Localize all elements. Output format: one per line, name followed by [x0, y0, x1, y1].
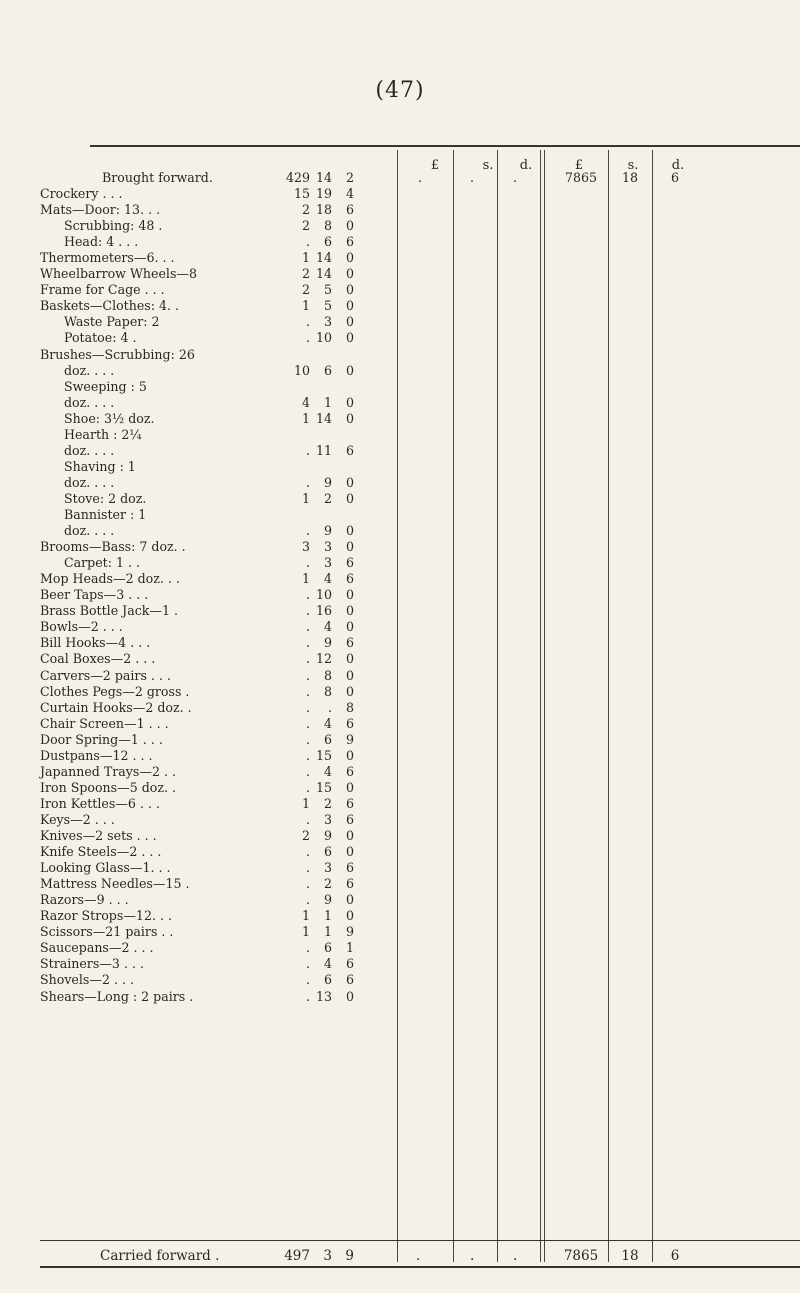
item-label: Potatoe: 4 . [64, 330, 137, 346]
item-pence: 0 [345, 828, 354, 843]
table-row [38, 298, 798, 314]
item-pence: 0 [345, 362, 354, 378]
carried-forward-right-pence: 6 [670, 1248, 680, 1264]
item-pounds: 4 [301, 394, 310, 410]
table-row [38, 603, 798, 619]
table-row [38, 651, 798, 667]
carried-forward-shillings: 3 [323, 1248, 332, 1264]
table-row [38, 796, 798, 812]
table-row [38, 860, 798, 876]
item-shillings: 10 [315, 587, 332, 603]
table-row [38, 314, 798, 330]
item-label: Razors—9 . . . [40, 892, 129, 908]
table-row [38, 684, 798, 700]
item-shillings: 11 [315, 442, 332, 458]
item-pounds: . [305, 667, 310, 683]
table-row [38, 186, 798, 202]
item-pounds: . [305, 747, 310, 763]
item-label: Bowls—2 . . . [40, 619, 123, 635]
item-label: doz. . . . [64, 474, 115, 490]
item-shillings: 9 [323, 892, 332, 908]
right-shillings-header: s. [627, 158, 639, 173]
item-pence: 6 [345, 202, 354, 218]
table-row [38, 700, 798, 716]
item-shillings: 9 [323, 474, 332, 490]
item-label: Baskets—Clothes: 4. . [40, 298, 180, 314]
table-row [38, 940, 798, 956]
table-row [38, 202, 798, 218]
table-row [38, 379, 798, 395]
brought-forward-mid-pence: . [513, 170, 518, 185]
item-pounds: . [305, 988, 310, 1004]
table-row [38, 989, 798, 1005]
item-pence: 6 [345, 763, 354, 779]
table-row [38, 764, 798, 780]
item-pence: 0 [345, 330, 354, 346]
item-label: Thermometers—6. . . [40, 250, 175, 266]
item-label: Knife Steels—2 . . . [40, 844, 162, 860]
page-number: (47) [375, 78, 425, 103]
item-pounds: 2 [301, 202, 310, 218]
item-label: Shoe: 3½ doz. [64, 410, 155, 426]
item-pounds: 1 [301, 250, 310, 266]
item-label: Shovels—2 . . . [40, 972, 135, 988]
table-row [38, 459, 798, 475]
table-row [38, 812, 798, 828]
item-shillings: 4 [323, 619, 332, 635]
table-row [38, 844, 798, 860]
item-shillings: 19 [315, 186, 332, 201]
item-pence: 0 [345, 314, 354, 330]
brought-forward-row [38, 170, 798, 186]
item-label: Waste Paper: 2 [64, 314, 160, 330]
item-label: doz. . . . [64, 523, 115, 539]
table-row [38, 411, 798, 427]
carried-forward-right-shillings: 18 [621, 1248, 639, 1264]
item-label: Brooms—Bass: 7 doz. . [40, 539, 186, 555]
carried-forward-right-pounds: 7865 [563, 1248, 599, 1264]
item-pence: 6 [345, 234, 354, 250]
item-shillings: 5 [323, 298, 332, 314]
item-pounds: 10 [293, 362, 310, 378]
item-label: Brass Bottle Jack—1 . [40, 603, 179, 619]
item-label: Japanned Trays—2 . . [40, 763, 176, 779]
item-pounds: . [305, 555, 310, 571]
item-label: Looking Glass—1. . . [40, 860, 171, 876]
table-row [38, 250, 798, 266]
table-row [38, 828, 798, 844]
item-shillings: 3 [323, 860, 332, 876]
item-pounds: 1 [301, 571, 310, 587]
item-shillings: 9 [323, 635, 332, 651]
item-shillings: 5 [323, 282, 332, 298]
item-label: Keys—2 . . . [40, 811, 115, 827]
item-pounds: . [305, 731, 310, 747]
table-row [38, 266, 798, 282]
item-pounds: 1 [301, 908, 310, 924]
item-pounds: . [305, 892, 310, 908]
item-label: Crockery . . . [40, 186, 123, 201]
item-pence: 0 [345, 667, 354, 683]
item-shillings: 6 [323, 362, 332, 378]
item-shillings: 18 [315, 202, 332, 218]
item-label: Hearth : 2¼ [64, 426, 142, 442]
item-label: doz. . . . [64, 362, 115, 378]
item-pence: 6 [345, 555, 354, 571]
item-pence: 0 [345, 988, 354, 1004]
item-label: Frame for Cage . . . [40, 282, 165, 298]
item-shillings: 15 [315, 747, 332, 763]
item-shillings: 14 [315, 410, 332, 426]
item-label: Coal Boxes—2 . . . [40, 651, 156, 667]
mid-pounds-header: £ [430, 158, 440, 173]
item-pence: 0 [345, 523, 354, 539]
item-label: Dustpans—12 . . . [40, 747, 153, 763]
item-shillings: 6 [323, 972, 332, 988]
right-pounds-header: £ [574, 158, 584, 173]
item-label: Scissors—21 pairs . . [40, 924, 174, 940]
table-row [38, 619, 798, 635]
item-label: Wheelbarrow Wheels—8 [40, 266, 198, 282]
item-pounds: . [305, 715, 310, 731]
carried-forward-pounds: 497 [284, 1248, 310, 1264]
carried-forward-mid-pounds: . [416, 1248, 421, 1264]
item-pence: 0 [345, 282, 354, 298]
carried-forward-row [38, 1246, 798, 1266]
item-pence: 0 [345, 298, 354, 314]
item-shillings: 3 [323, 314, 332, 330]
item-pounds: . [305, 860, 310, 876]
item-shillings: 8 [323, 218, 332, 234]
item-pounds: . [305, 619, 310, 635]
item-pounds: . [305, 234, 310, 250]
item-shillings: 13 [315, 988, 332, 1004]
item-label: Saucepans—2 . . . [40, 940, 154, 956]
item-shillings: 15 [315, 779, 332, 795]
carried-forward-label: Carried forward . [100, 1248, 220, 1264]
item-label: Carvers—2 pairs . . . [40, 667, 171, 683]
item-pounds: . [305, 442, 310, 458]
table-row [38, 732, 798, 748]
item-pounds: 2 [301, 828, 310, 843]
table-row [38, 491, 798, 507]
mid-pence-header: d. [519, 158, 533, 173]
item-shillings: 3 [323, 539, 332, 555]
item-shillings: 9 [323, 828, 332, 843]
item-shillings: 2 [323, 795, 332, 811]
item-label: Mop Heads—2 doz. . . [40, 571, 180, 587]
item-pounds: 2 [301, 282, 310, 298]
item-pence: 6 [345, 811, 354, 827]
item-shillings: 3 [323, 555, 332, 571]
item-pounds: 1 [301, 795, 310, 811]
item-pence: 0 [345, 539, 354, 555]
item-pence: 0 [345, 266, 354, 282]
brought-forward-label: Brought forward. [102, 170, 213, 185]
item-label: Iron Kettles—6 . . . [40, 795, 160, 811]
brought-forward-right-shillings: 18 [621, 170, 639, 185]
item-label: Chair Screen—1 . . . [40, 715, 169, 731]
table-row [38, 443, 798, 459]
item-shillings: 10 [315, 330, 332, 346]
item-pounds: . [305, 314, 310, 330]
item-label: Knives—2 sets . . . [40, 828, 157, 843]
item-pence: 0 [345, 410, 354, 426]
item-shillings: 4 [323, 763, 332, 779]
item-shillings: 6 [323, 844, 332, 860]
item-pence: 0 [345, 587, 354, 603]
item-pounds: . [305, 811, 310, 827]
item-shillings: 4 [323, 715, 332, 731]
item-shillings: 6 [323, 731, 332, 747]
top-rule [90, 145, 800, 147]
item-label: Head: 4 . . . [64, 234, 139, 250]
item-label: doz. . . . [64, 394, 115, 410]
item-shillings: 4 [323, 956, 332, 972]
item-pounds: . [305, 763, 310, 779]
table-row [38, 234, 798, 250]
item-label: Sweeping : 5 [64, 378, 147, 394]
item-pence: 0 [345, 892, 354, 908]
item-shillings: 3 [323, 811, 332, 827]
item-label: Carpet: 1 . . [64, 555, 141, 571]
table-row [38, 282, 798, 298]
item-label: Door Spring—1 . . . [40, 731, 163, 747]
item-pounds: . [305, 876, 310, 892]
table-row [38, 555, 798, 571]
item-pence: 0 [345, 250, 354, 266]
item-shillings: 4 [323, 571, 332, 587]
item-pounds: . [305, 940, 310, 956]
item-pence: 6 [345, 635, 354, 651]
right-pence-header: d. [671, 158, 685, 173]
item-pounds: . [305, 651, 310, 667]
table-row [38, 956, 798, 972]
item-label: Mattress Needles—15 . [40, 876, 190, 892]
total-rule-bottom [40, 1266, 800, 1268]
table-row [38, 523, 798, 539]
item-pence: 6 [345, 956, 354, 972]
item-pence: 0 [345, 490, 354, 506]
item-pence: 6 [345, 795, 354, 811]
item-shillings: 14 [315, 250, 332, 266]
table-row [38, 507, 798, 523]
brought-forward-right-pounds: 7865 [564, 170, 598, 185]
item-shillings: 9 [323, 523, 332, 539]
item-pence: 0 [345, 779, 354, 795]
item-pounds: . [305, 699, 310, 715]
item-pounds: 1 [301, 924, 310, 940]
table-row [38, 330, 798, 346]
item-pence: 4 [345, 186, 354, 201]
item-pence: 1 [345, 940, 354, 956]
item-pounds: . [305, 523, 310, 539]
table-row [38, 908, 798, 924]
item-pence: 0 [345, 474, 354, 490]
item-pence: 6 [345, 571, 354, 587]
table-row [38, 347, 798, 363]
table-row [38, 924, 798, 940]
item-pence: 0 [345, 908, 354, 924]
carried-forward-pence: 9 [345, 1248, 354, 1264]
carried-forward-mid-shillings: . [470, 1248, 475, 1264]
item-pounds: . [305, 635, 310, 651]
table-row [38, 218, 798, 234]
item-label: Shears—Long : 2 pairs . [40, 988, 194, 1004]
item-shillings: 8 [323, 667, 332, 683]
item-pounds: . [305, 779, 310, 795]
brought-forward-mid-pounds: . [418, 170, 423, 185]
item-pounds: 1 [301, 490, 310, 506]
item-pence: 8 [345, 699, 354, 715]
brought-forward-shillings: 14 [315, 170, 332, 185]
mid-shillings-header: s. [482, 158, 494, 173]
item-label: Strainers—3 . . . [40, 956, 144, 972]
item-label: Beer Taps—3 . . . [40, 587, 149, 603]
item-pence: 0 [345, 394, 354, 410]
item-pence: 9 [345, 731, 354, 747]
item-label: Curtain Hooks—2 doz. . [40, 699, 192, 715]
item-pounds: . [305, 683, 310, 699]
table-row [38, 972, 798, 988]
item-label: Mats—Door: 13. . . [40, 202, 161, 218]
item-pence: 6 [345, 860, 354, 876]
table-row [38, 571, 798, 587]
item-shillings: 1 [323, 394, 332, 410]
brought-forward-right-pence: 6 [670, 170, 679, 185]
item-pounds: 1 [301, 410, 310, 426]
item-shillings: 2 [323, 490, 332, 506]
table-row [38, 780, 798, 796]
brought-forward-mid-shillings: . [470, 170, 475, 185]
table-row [38, 635, 798, 651]
item-pence: 6 [345, 715, 354, 731]
item-label: Shaving : 1 [64, 458, 136, 474]
brought-forward-pence: 2 [345, 170, 354, 185]
total-rule-top [40, 1240, 800, 1241]
item-shillings: 6 [323, 940, 332, 956]
item-label: Clothes Pegs—2 gross . [40, 683, 190, 699]
item-pounds: . [305, 330, 310, 346]
item-label: Razor Strops—12. . . [40, 908, 172, 924]
item-shillings: 14 [315, 266, 332, 282]
item-shillings: 8 [323, 683, 332, 699]
item-label: Bill Hooks—4 . . . [40, 635, 151, 651]
item-pence: 0 [345, 683, 354, 699]
item-label: Scrubbing: 48 . [64, 218, 163, 234]
item-shillings: . [327, 699, 332, 715]
item-shillings: 16 [315, 603, 332, 619]
item-pence: 6 [345, 442, 354, 458]
item-label: Brushes—Scrubbing: 26 [40, 346, 195, 362]
item-label: Stove: 2 doz. [64, 490, 147, 506]
table-row [38, 395, 798, 411]
table-row [38, 539, 798, 555]
item-pounds: 2 [301, 266, 310, 282]
item-pounds: . [305, 972, 310, 988]
item-pounds: . [305, 474, 310, 490]
item-pounds: . [305, 956, 310, 972]
table-row [38, 363, 798, 379]
table-row [38, 668, 798, 684]
item-pence: 0 [345, 747, 354, 763]
item-pounds: 3 [301, 539, 310, 555]
item-pounds: . [305, 587, 310, 603]
item-pounds: 2 [301, 218, 310, 234]
item-pounds: 1 [301, 298, 310, 314]
item-pence: 0 [345, 844, 354, 860]
item-pence: 0 [345, 651, 354, 667]
item-pounds: . [305, 603, 310, 619]
table-row [38, 427, 798, 443]
item-label: Iron Spoons—5 doz. . [40, 779, 177, 795]
item-shillings: 2 [323, 876, 332, 892]
item-pence: 0 [345, 619, 354, 635]
item-label: doz. . . . [64, 442, 115, 458]
table-row [38, 892, 798, 908]
item-shillings: 1 [323, 924, 332, 940]
item-pence: 0 [345, 218, 354, 234]
table-row [38, 716, 798, 732]
brought-forward-pounds: 429 [285, 170, 310, 185]
item-label: Bannister : 1 [64, 507, 147, 522]
table-row [38, 587, 798, 603]
table-row [38, 876, 798, 892]
item-shillings: 1 [323, 908, 332, 924]
item-pence: 0 [345, 603, 354, 619]
item-pounds: 15 [293, 186, 310, 201]
table-row [38, 475, 798, 491]
carried-forward-mid-pence: . [513, 1248, 518, 1264]
item-pounds: . [305, 844, 310, 860]
table-row [38, 748, 798, 764]
item-pence: 6 [345, 972, 354, 988]
item-shillings: 12 [315, 651, 332, 667]
item-shillings: 6 [323, 234, 332, 250]
item-pence: 6 [345, 876, 354, 892]
item-pence: 9 [345, 924, 354, 940]
